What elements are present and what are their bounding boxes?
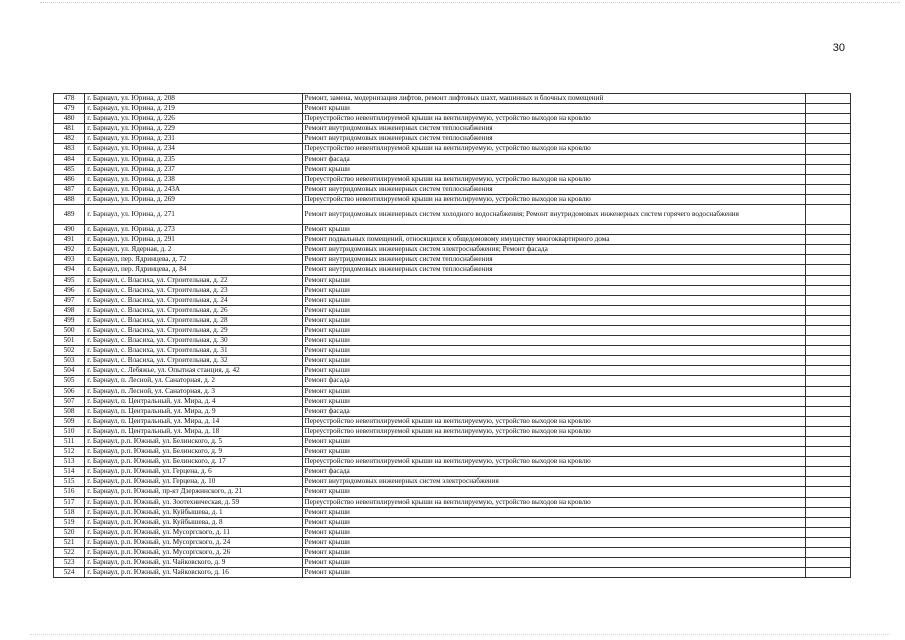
- row-extra-cell: [805, 245, 850, 255]
- scan-edge-top: [40, 2, 900, 5]
- row-address: г. Барнаул, ул. Юрина, д. 231: [85, 134, 302, 144]
- row-number: 517: [54, 497, 85, 507]
- row-work-type: Ремонт внутридомовых инженерных систем теплоснабжения: [302, 184, 805, 194]
- row-extra-cell: [805, 305, 850, 315]
- row-extra-cell: [805, 386, 850, 396]
- row-number: 481: [54, 124, 85, 134]
- row-extra-cell: [805, 164, 850, 174]
- table-row: [54, 94, 851, 104]
- row-extra-cell: [805, 194, 850, 204]
- row-extra-cell: [805, 527, 850, 537]
- row-work-type: Ремонт крыши: [302, 537, 805, 547]
- table-row: [54, 497, 851, 507]
- row-address: г. Барнаул, с. Власиха, ул. Строительная, д. 32: [85, 356, 302, 366]
- table-row: [54, 295, 851, 305]
- row-address: г. Барнаул, р.п. Южный, ул. Куйбышева, д. 8: [85, 517, 302, 527]
- table-row: [54, 144, 851, 154]
- table-row: [54, 457, 851, 467]
- row-number: 478: [54, 94, 85, 104]
- row-address: г. Барнаул, с. Власиха, ул. Строительная, д. 28: [85, 315, 302, 325]
- row-work-type: Переустройство невентилируемой крыши на вентилируемую, устройство выходов на кровлю: [302, 457, 805, 467]
- row-extra-cell: [805, 104, 850, 114]
- row-extra-cell: [805, 406, 850, 416]
- row-address: г. Барнаул, ул. Юрина, д. 237: [85, 164, 302, 174]
- row-work-type: Ремонт крыши: [302, 396, 805, 406]
- table-row: [54, 406, 851, 416]
- row-work-type: Переустройство невентилируемой крыши на вентилируемую, устройство выходов на кровлю: [302, 114, 805, 124]
- row-address: г. Барнаул, р.п. Южный, ул. Куйбышева, д. 1: [85, 507, 302, 517]
- row-address: г. Барнаул, р.п. Южный, ул. Зоотехническая, д. 59: [85, 497, 302, 507]
- table-row: [54, 275, 851, 285]
- row-extra-cell: [805, 94, 850, 104]
- table-row: [54, 467, 851, 477]
- row-extra-cell: [805, 114, 850, 124]
- row-extra-cell: [805, 356, 850, 366]
- row-extra-cell: [805, 184, 850, 194]
- table-row: [54, 487, 851, 497]
- row-number: 488: [54, 194, 85, 204]
- row-work-type: Ремонт крыши: [302, 447, 805, 457]
- row-address: г. Барнаул, с. Власиха, ул. Строительная, д. 29: [85, 325, 302, 335]
- row-number: 487: [54, 184, 85, 194]
- row-work-type: Ремонт крыши: [302, 548, 805, 558]
- row-work-type: Переустройство невентилируемой крыши на вентилируемую, устройство выходов на кровлю: [302, 144, 805, 154]
- row-number: 494: [54, 265, 85, 275]
- row-work-type: Ремонт крыши: [302, 558, 805, 568]
- row-address: г. Барнаул, п. Центральный, ул. Мира, д. 4: [85, 396, 302, 406]
- table-row: [54, 134, 851, 144]
- row-work-type: Ремонт фасада: [302, 376, 805, 386]
- row-extra-cell: [805, 134, 850, 144]
- row-number: 484: [54, 154, 85, 164]
- row-address: г. Барнаул, р.п. Южный, ул. Чайковского, д. 9: [85, 558, 302, 568]
- row-number: 512: [54, 447, 85, 457]
- row-number: 483: [54, 144, 85, 154]
- table-row: [54, 437, 851, 447]
- table-row: [54, 245, 851, 255]
- table-row: [54, 558, 851, 568]
- row-extra-cell: [805, 174, 850, 184]
- row-work-type: Ремонт фасада: [302, 154, 805, 164]
- table-row: [54, 507, 851, 517]
- row-number: 499: [54, 315, 85, 325]
- page-number: 30: [832, 42, 845, 54]
- row-number: 523: [54, 558, 85, 568]
- table-row: [54, 447, 851, 457]
- row-extra-cell: [805, 205, 850, 225]
- row-extra-cell: [805, 315, 850, 325]
- table-row: [54, 225, 851, 235]
- row-work-type: Ремонт внутридомовых инженерных систем электроснабжения: [302, 477, 805, 487]
- row-extra-cell: [805, 416, 850, 426]
- row-work-type: Ремонт внутридомовых инженерных систем теплоснабжения: [302, 255, 805, 265]
- row-work-type: Ремонт крыши: [302, 386, 805, 396]
- row-number: 491: [54, 235, 85, 245]
- row-address: г. Барнаул, ул. Юрина, д. 238: [85, 174, 302, 184]
- row-address: г. Барнаул, п. Центральный, ул. Мира, д. 9: [85, 406, 302, 416]
- row-work-type: Ремонт крыши: [302, 336, 805, 346]
- row-extra-cell: [805, 457, 850, 467]
- row-work-type: Ремонт крыши: [302, 305, 805, 315]
- row-work-type: Ремонт крыши: [302, 295, 805, 305]
- row-number: 489: [54, 205, 85, 225]
- row-address: г. Барнаул, пер. Ядринцева, д. 72: [85, 255, 302, 265]
- scan-edge-bottom: [30, 634, 890, 637]
- table-row: [54, 325, 851, 335]
- table-row: [54, 527, 851, 537]
- table-row: [54, 416, 851, 426]
- row-work-type: Ремонт, замена, модернизация лифтов, ремонт лифтовых шахт, машинных и блочных помещений: [302, 94, 805, 104]
- row-address: г. Барнаул, р.п. Южный, ул. Герцена, д. 6: [85, 467, 302, 477]
- row-extra-cell: [805, 548, 850, 558]
- row-address: г. Барнаул, р.п. Южный, ул. Белинского, д. 17: [85, 457, 302, 467]
- row-number: 495: [54, 275, 85, 285]
- row-address: г. Барнаул, р.п. Южный, ул. Герцена, д. 10: [85, 477, 302, 487]
- row-extra-cell: [805, 537, 850, 547]
- row-address: г. Барнаул, ул. Юрина, д. 226: [85, 114, 302, 124]
- table-row: [54, 205, 851, 225]
- table-row: [54, 164, 851, 174]
- row-work-type: Ремонт крыши: [302, 315, 805, 325]
- row-number: 508: [54, 406, 85, 416]
- row-number: 486: [54, 174, 85, 184]
- row-number: 511: [54, 437, 85, 447]
- row-work-type: Ремонт крыши: [302, 356, 805, 366]
- table-row: [54, 124, 851, 134]
- row-address: г. Барнаул, пер. Ядринцева, д. 84: [85, 265, 302, 275]
- row-number: 490: [54, 225, 85, 235]
- row-work-type: Переустройство невентилируемой крыши на вентилируемую, устройство выходов на кровлю: [302, 174, 805, 184]
- row-address: г. Барнаул, п. Лесной, ул. Санаторная, д. 3: [85, 386, 302, 396]
- works-table: [53, 93, 851, 578]
- row-extra-cell: [805, 285, 850, 295]
- row-extra-cell: [805, 437, 850, 447]
- row-address: г. Барнаул, р.п. Южный, ул. Мусоргского, д. 11: [85, 527, 302, 537]
- row-address: г. Барнаул, с. Лебяжье, ул. Опытная станция, д. 42: [85, 366, 302, 376]
- row-number: 509: [54, 416, 85, 426]
- row-number: 479: [54, 104, 85, 114]
- row-work-type: Ремонт внутридомовых инженерных систем холодного водоснабжения; Ремонт внутридомовых инженерных систем горячего водоснабжения: [302, 205, 805, 225]
- row-number: 480: [54, 114, 85, 124]
- table-body: [54, 94, 851, 578]
- table-row: [54, 426, 851, 436]
- row-address: г. Барнаул, ул. Юрина, д. 208: [85, 94, 302, 104]
- row-number: 496: [54, 285, 85, 295]
- row-work-type: Ремонт крыши: [302, 275, 805, 285]
- row-address: г. Барнаул, с. Власиха, ул. Строительная, д. 31: [85, 346, 302, 356]
- row-number: 516: [54, 487, 85, 497]
- row-number: 507: [54, 396, 85, 406]
- row-work-type: Ремонт крыши: [302, 104, 805, 114]
- row-extra-cell: [805, 477, 850, 487]
- row-number: 485: [54, 164, 85, 174]
- row-number: 492: [54, 245, 85, 255]
- table-row: [54, 114, 851, 124]
- row-work-type: Ремонт крыши: [302, 164, 805, 174]
- row-work-type: Ремонт крыши: [302, 568, 805, 578]
- row-work-type: Переустройство невентилируемой крыши на вентилируемую, устройство выходов на кровлю: [302, 497, 805, 507]
- row-number: 510: [54, 426, 85, 436]
- row-address: г. Барнаул, п. Центральный, ул. Мира, д. 18: [85, 426, 302, 436]
- row-work-type: Переустройство невентилируемой крыши на вентилируемую, устройство выходов на кровлю: [302, 416, 805, 426]
- row-work-type: Переустройство невентилируемой крыши на вентилируемую, устройство выходов на кровлю: [302, 426, 805, 436]
- row-address: г. Барнаул, с. Власиха, ул. Строительная, д. 23: [85, 285, 302, 295]
- row-number: 502: [54, 346, 85, 356]
- row-extra-cell: [805, 295, 850, 305]
- row-number: 493: [54, 255, 85, 265]
- row-address: г. Барнаул, р.п. Южный, ул. Белинского, д. 9: [85, 447, 302, 457]
- table-row: [54, 366, 851, 376]
- row-number: 500: [54, 325, 85, 335]
- row-address: г. Барнаул, с. Власиха, ул. Строительная, д. 22: [85, 275, 302, 285]
- row-number: 515: [54, 477, 85, 487]
- table-row: [54, 285, 851, 295]
- table-row: [54, 568, 851, 578]
- row-address: г. Барнаул, ул. Юрина, д. 219: [85, 104, 302, 114]
- row-work-type: Ремонт крыши: [302, 437, 805, 447]
- row-address: г. Барнаул, ул. Юрина, д. 229: [85, 124, 302, 134]
- row-number: 505: [54, 376, 85, 386]
- row-address: г. Барнаул, ул. Юрина, д. 269: [85, 194, 302, 204]
- row-number: 524: [54, 568, 85, 578]
- row-work-type: Ремонт подвальных помещений, относящихся к общедомовому имуществу многоквартирного дома: [302, 235, 805, 245]
- row-number: 506: [54, 386, 85, 396]
- row-extra-cell: [805, 558, 850, 568]
- row-number: 513: [54, 457, 85, 467]
- row-work-type: Ремонт крыши: [302, 507, 805, 517]
- row-extra-cell: [805, 235, 850, 245]
- row-extra-cell: [805, 336, 850, 346]
- row-address: г. Барнаул, р.п. Южный, ул. Белинского, д. 5: [85, 437, 302, 447]
- table-row: [54, 517, 851, 527]
- row-work-type: Ремонт внутридомовых инженерных систем электроснабжения; Ремонт фасада: [302, 245, 805, 255]
- table-row: [54, 336, 851, 346]
- row-address: г. Барнаул, п. Лесной, ул. Санаторная, д. 2: [85, 376, 302, 386]
- row-address: г. Барнаул, с. Власиха, ул. Строительная, д. 24: [85, 295, 302, 305]
- table-row: [54, 154, 851, 164]
- table-row: [54, 376, 851, 386]
- row-address: г. Барнаул, р.п. Южный, ул. Мусоргского, д. 24: [85, 537, 302, 547]
- row-number: 519: [54, 517, 85, 527]
- row-extra-cell: [805, 124, 850, 134]
- table-row: [54, 346, 851, 356]
- row-address: г. Барнаул, р.п. Южный, ул. Мусоргского, д. 26: [85, 548, 302, 558]
- row-extra-cell: [805, 154, 850, 164]
- row-address: г. Барнаул, ул. Юрина, д. 291: [85, 235, 302, 245]
- row-number: 498: [54, 305, 85, 315]
- row-work-type: Ремонт крыши: [302, 346, 805, 356]
- row-work-type: Ремонт внутридомовых инженерных систем теплоснабжения: [302, 124, 805, 134]
- row-work-type: Ремонт крыши: [302, 366, 805, 376]
- row-work-type: Ремонт крыши: [302, 527, 805, 537]
- row-work-type: Ремонт внутридомовых инженерных систем теплоснабжения: [302, 265, 805, 275]
- row-address: г. Барнаул, п. Центральный, ул. Мира, д. 14: [85, 416, 302, 426]
- row-work-type: Ремонт внутридомовых инженерных систем теплоснабжения: [302, 134, 805, 144]
- row-extra-cell: [805, 325, 850, 335]
- row-address: г. Барнаул, р.п. Южный, ул. Чайковского, д. 16: [85, 568, 302, 578]
- row-address: г. Барнаул, ул. Юрина, д. 234: [85, 144, 302, 154]
- row-extra-cell: [805, 507, 850, 517]
- row-number: 501: [54, 336, 85, 346]
- table-row: [54, 104, 851, 114]
- table-row: [54, 184, 851, 194]
- row-extra-cell: [805, 467, 850, 477]
- table-row: [54, 386, 851, 396]
- row-extra-cell: [805, 225, 850, 235]
- row-work-type: Ремонт фасада: [302, 467, 805, 477]
- row-number: 482: [54, 134, 85, 144]
- row-work-type: Ремонт крыши: [302, 225, 805, 235]
- row-extra-cell: [805, 275, 850, 285]
- row-work-type: Ремонт фасада: [302, 406, 805, 416]
- row-work-type: Ремонт крыши: [302, 517, 805, 527]
- table-row: [54, 235, 851, 245]
- table-row: [54, 305, 851, 315]
- row-number: 518: [54, 507, 85, 517]
- table-row: [54, 194, 851, 204]
- row-address: г. Барнаул, ул. Юрина, д. 243А: [85, 184, 302, 194]
- row-extra-cell: [805, 487, 850, 497]
- row-extra-cell: [805, 346, 850, 356]
- table-row: [54, 174, 851, 184]
- row-work-type: Ремонт крыши: [302, 285, 805, 295]
- row-extra-cell: [805, 426, 850, 436]
- row-extra-cell: [805, 497, 850, 507]
- row-address: г. Барнаул, ул. Юрина, д. 273: [85, 225, 302, 235]
- row-extra-cell: [805, 366, 850, 376]
- row-address: г. Барнаул, р.п. Южный, пр-кт Дзержинского, д. 21: [85, 487, 302, 497]
- row-work-type: Ремонт крыши: [302, 325, 805, 335]
- table-row: [54, 477, 851, 487]
- row-address: г. Барнаул, ул. Юрина, д. 235: [85, 154, 302, 164]
- row-address: г. Барнаул, с. Власиха, ул. Строительная, д. 26: [85, 305, 302, 315]
- row-extra-cell: [805, 144, 850, 154]
- row-extra-cell: [805, 447, 850, 457]
- table-row: [54, 265, 851, 275]
- row-number: 514: [54, 467, 85, 477]
- row-number: 520: [54, 527, 85, 537]
- table-row: [54, 255, 851, 265]
- row-work-type: Ремонт крыши: [302, 487, 805, 497]
- row-address: г. Барнаул, с. Власиха, ул. Строительная, д. 30: [85, 336, 302, 346]
- table-row: [54, 315, 851, 325]
- row-number: 521: [54, 537, 85, 547]
- table-row: [54, 548, 851, 558]
- row-work-type: Переустройство невентилируемой крыши на вентилируемую, устройство выходов на кровлю: [302, 194, 805, 204]
- row-number: 504: [54, 366, 85, 376]
- table-row: [54, 537, 851, 547]
- row-number: 522: [54, 548, 85, 558]
- row-extra-cell: [805, 517, 850, 527]
- row-extra-cell: [805, 376, 850, 386]
- row-extra-cell: [805, 265, 850, 275]
- row-address: г. Барнаул, ул. Юрина, д. 271: [85, 205, 302, 225]
- row-number: 503: [54, 356, 85, 366]
- table-row: [54, 356, 851, 366]
- row-extra-cell: [805, 396, 850, 406]
- table-row: [54, 396, 851, 406]
- row-extra-cell: [805, 255, 850, 265]
- row-extra-cell: [805, 568, 850, 578]
- row-number: 497: [54, 295, 85, 305]
- row-address: г. Барнаул, ул. Ядерная, д. 2: [85, 245, 302, 255]
